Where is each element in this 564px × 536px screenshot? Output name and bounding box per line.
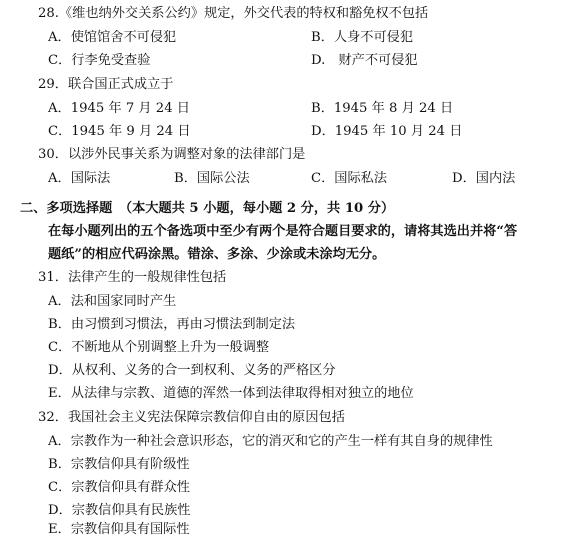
section-2-title: 二、多项选择题 （本大题共 5 小题，每小题 2 分，共 10 分） xyxy=(20,201,395,216)
q31-option-b: B．由习惯到习惯法，再由习惯法到制定法 xyxy=(48,317,296,332)
section-2-instructions-line-2: 题纸”的相应代码涂黑。错涂、多涂、少涂或未涂均无分。 xyxy=(48,247,386,262)
q30-stem: 30．以涉外民事关系为调整对象的法律部门是 xyxy=(38,147,306,162)
q30-option-c: C．国际私法 xyxy=(311,171,388,186)
q29-option-b: B．1945 年 8 月 24 日 xyxy=(311,101,454,116)
q31-option-a: A．法和国家同时产生 xyxy=(48,294,177,309)
q31-option-c: C．不断地从个别调整上升为一般调整 xyxy=(48,340,270,355)
q32-option-d: D．宗教信仰具有民族性 xyxy=(48,503,191,518)
q32-stem: 32．我国社会主义宪法保障宗教信仰自由的原因包括 xyxy=(38,410,345,425)
q28-option-c: C．行李免受查验 xyxy=(48,53,151,68)
q28-option-b: B．人身不可侵犯 xyxy=(311,30,414,45)
q30-option-a: A．国际法 xyxy=(48,171,111,186)
q28-option-a: A．使馆馆舍不可侵犯 xyxy=(48,30,177,45)
q29-option-d: D．1945 年 10 月 24 日 xyxy=(311,124,463,139)
q32-option-e: E．宗教信仰具有国际性 xyxy=(48,522,190,536)
q31-stem: 31．法律产生的一般规律性包括 xyxy=(38,270,227,285)
q28-option-d: D. 财产不可侵犯 xyxy=(311,53,418,68)
q32-option-a: A．宗教作为一种社会意识形态，它的消灭和它的产生一样有其自身的规律性 xyxy=(48,434,493,449)
q28-stem: 28.《维也纳外交关系公约》规定，外交代表的特权和豁免权不包括 xyxy=(38,6,429,21)
q30-option-b: B．国际公法 xyxy=(174,171,250,186)
q32-option-c: C．宗教信仰具有群众性 xyxy=(48,480,190,495)
q31-option-d: D．从权利、义务的合一到权利、义务的严格区分 xyxy=(48,363,336,378)
q32-option-b: B．宗教信仰具有阶级性 xyxy=(48,457,190,472)
q31-option-e: E．从法律与宗教、道德的浑然一体到法律取得相对独立的地位 xyxy=(48,386,414,401)
q29-option-a: A．1945 年 7 月 24 日 xyxy=(48,101,190,116)
section-2-instructions-line-1: 在每小题列出的五个备选项中至少有两个是符合题目要求的，请将其选出并将“答 xyxy=(48,224,518,239)
q29-stem: 29．联合国正式成立于 xyxy=(38,77,174,92)
q29-option-c: C．1945 年 9 月 24 日 xyxy=(48,124,191,139)
q30-option-d: D．国内法 xyxy=(452,171,516,186)
